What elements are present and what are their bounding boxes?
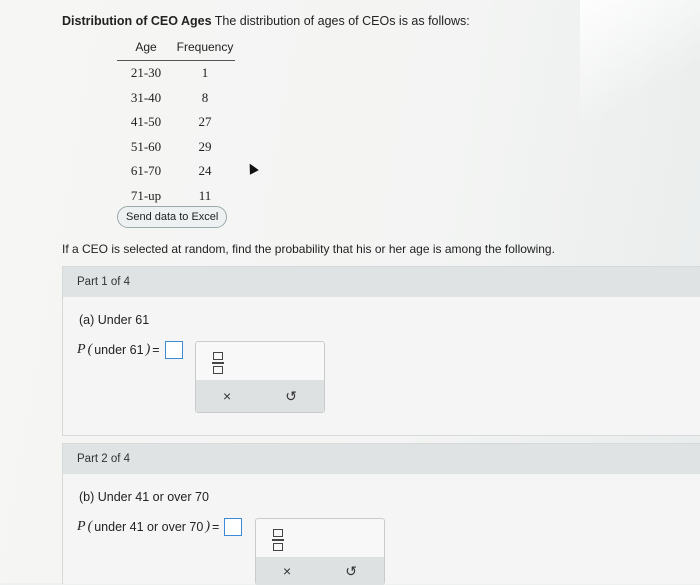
part-2-question: (b) Under 41 or over 70 — [79, 490, 209, 504]
frequency-cell: 27 — [198, 114, 212, 130]
age-cell: 61-70 — [130, 163, 162, 179]
problem-header — [62, 14, 470, 28]
question-prompt: If a CEO is selected at random, find the probability that his or her age is among the following. — [62, 242, 555, 256]
toolbar-actions — [196, 380, 324, 412]
mouse-cursor-icon — [245, 161, 259, 175]
math-toolbar — [255, 518, 385, 585]
part-1-question: (a) Under 61 — [79, 313, 150, 327]
frequency-table — [117, 36, 235, 208]
equals-sign: = — [152, 343, 160, 357]
part-1-label: Part 1 of 4 — [63, 267, 700, 297]
age-cell: 51-60 — [130, 138, 162, 154]
undo-icon[interactable]: ↺ — [285, 387, 297, 404]
fraction-icon[interactable] — [212, 352, 224, 374]
table-row — [117, 159, 235, 184]
frequency-cell: 11 — [198, 187, 212, 203]
frequency-cell: 1 — [201, 65, 209, 81]
fraction-icon[interactable] — [272, 529, 284, 551]
undo-icon[interactable]: ↺ — [345, 562, 357, 579]
frequency-cell: 8 — [201, 89, 209, 105]
table-row — [117, 110, 235, 135]
age-cell: 31-40 — [130, 89, 162, 105]
part-2-panel — [62, 443, 700, 584]
part-1-equation — [77, 341, 183, 359]
table-row — [117, 135, 235, 160]
frequency-header: Frequency — [175, 36, 235, 61]
problem-title: Distribution of CEO Ages — [62, 14, 212, 28]
probability-argument: under 61 — [94, 343, 144, 357]
age-header: Age — [117, 36, 175, 61]
frequency-cell: 24 — [198, 163, 212, 179]
answer-input[interactable] — [165, 341, 183, 359]
send-to-excel-button[interactable]: Send data to Excel — [117, 206, 227, 228]
part-2-label: Part 2 of 4 — [63, 444, 700, 474]
screen-glare — [580, 0, 700, 120]
probability-symbol: P — [77, 519, 86, 534]
table-row — [117, 86, 235, 111]
math-toolbar — [195, 341, 325, 413]
open-paren: ( — [87, 519, 93, 534]
probability-argument: under 41 or over 70 — [94, 520, 204, 534]
probability-symbol: P — [77, 342, 86, 357]
close-paren: ) — [145, 342, 151, 357]
answer-input[interactable] — [224, 518, 242, 536]
age-cell: 41-50 — [130, 114, 162, 130]
age-cell: 21-30 — [130, 65, 162, 81]
problem-intro: The distribution of ages of CEOs is as follows: — [211, 14, 470, 28]
equals-sign: = — [212, 520, 220, 534]
table-header-row — [117, 36, 235, 61]
age-cell: 71-up — [130, 187, 162, 203]
part-1-panel — [62, 266, 700, 436]
close-paren: ) — [205, 519, 211, 534]
open-paren: ( — [87, 342, 93, 357]
clear-icon[interactable]: × — [223, 388, 232, 404]
table-row — [117, 184, 235, 209]
toolbar-actions — [256, 557, 384, 585]
frequency-cell: 29 — [198, 138, 212, 154]
part-2-equation — [77, 518, 242, 536]
clear-icon[interactable]: × — [283, 563, 292, 579]
table-row — [117, 61, 235, 86]
